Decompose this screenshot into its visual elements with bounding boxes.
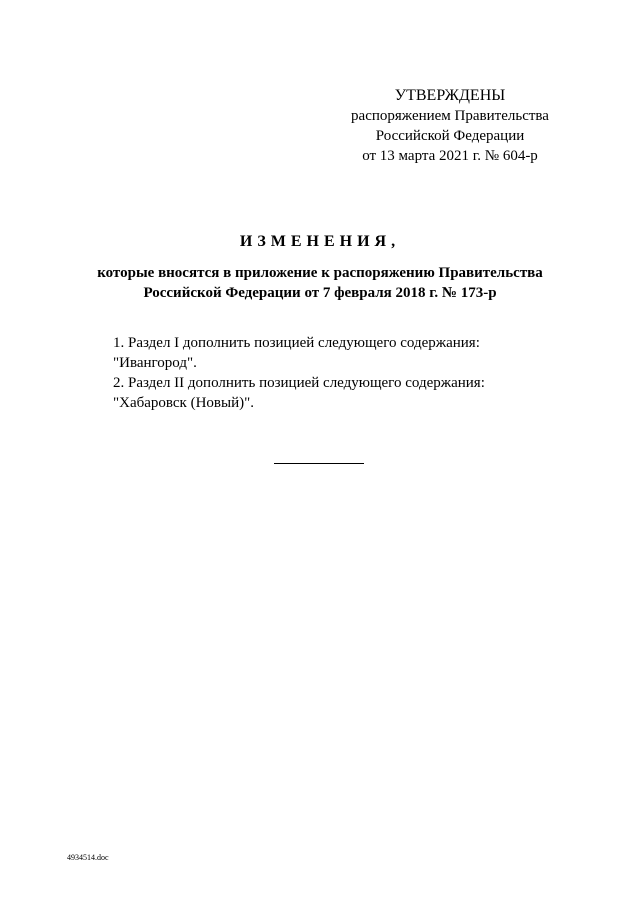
approval-line-2: Российской Федерации: [375, 128, 525, 144]
approval-heading: УТВЕРЖДЕНЫ: [394, 87, 506, 104]
subtitle-line-1: которые вносятся в приложение к распоряжению Правительства: [97, 265, 543, 281]
item-2-text: 2. Раздел II дополнить позицией следующего содержания:: [113, 375, 485, 391]
item-1-text: 1. Раздел I дополнить позицией следующего содержания:: [113, 335, 480, 351]
approval-block: [330, 86, 570, 166]
document-title-block: [0, 232, 640, 303]
subtitle-line-2: Российской Федерации от 7 февраля 2018 г. № 173-р: [143, 285, 497, 301]
end-divider: [274, 463, 364, 464]
footer-filename: 4934514.doc: [67, 853, 109, 862]
approval-line-1: распоряжением Правительства: [351, 108, 549, 124]
document-title: ИЗМЕНЕНИЯ,: [239, 233, 401, 250]
document-body: [113, 333, 553, 413]
item-2-value: "Хабаровск (Новый)".: [113, 395, 254, 411]
document-subtitle: [0, 263, 640, 303]
approval-date-number: от 13 марта 2021 г. № 604-р: [362, 148, 538, 164]
item-1-value: "Ивангород".: [113, 355, 197, 371]
